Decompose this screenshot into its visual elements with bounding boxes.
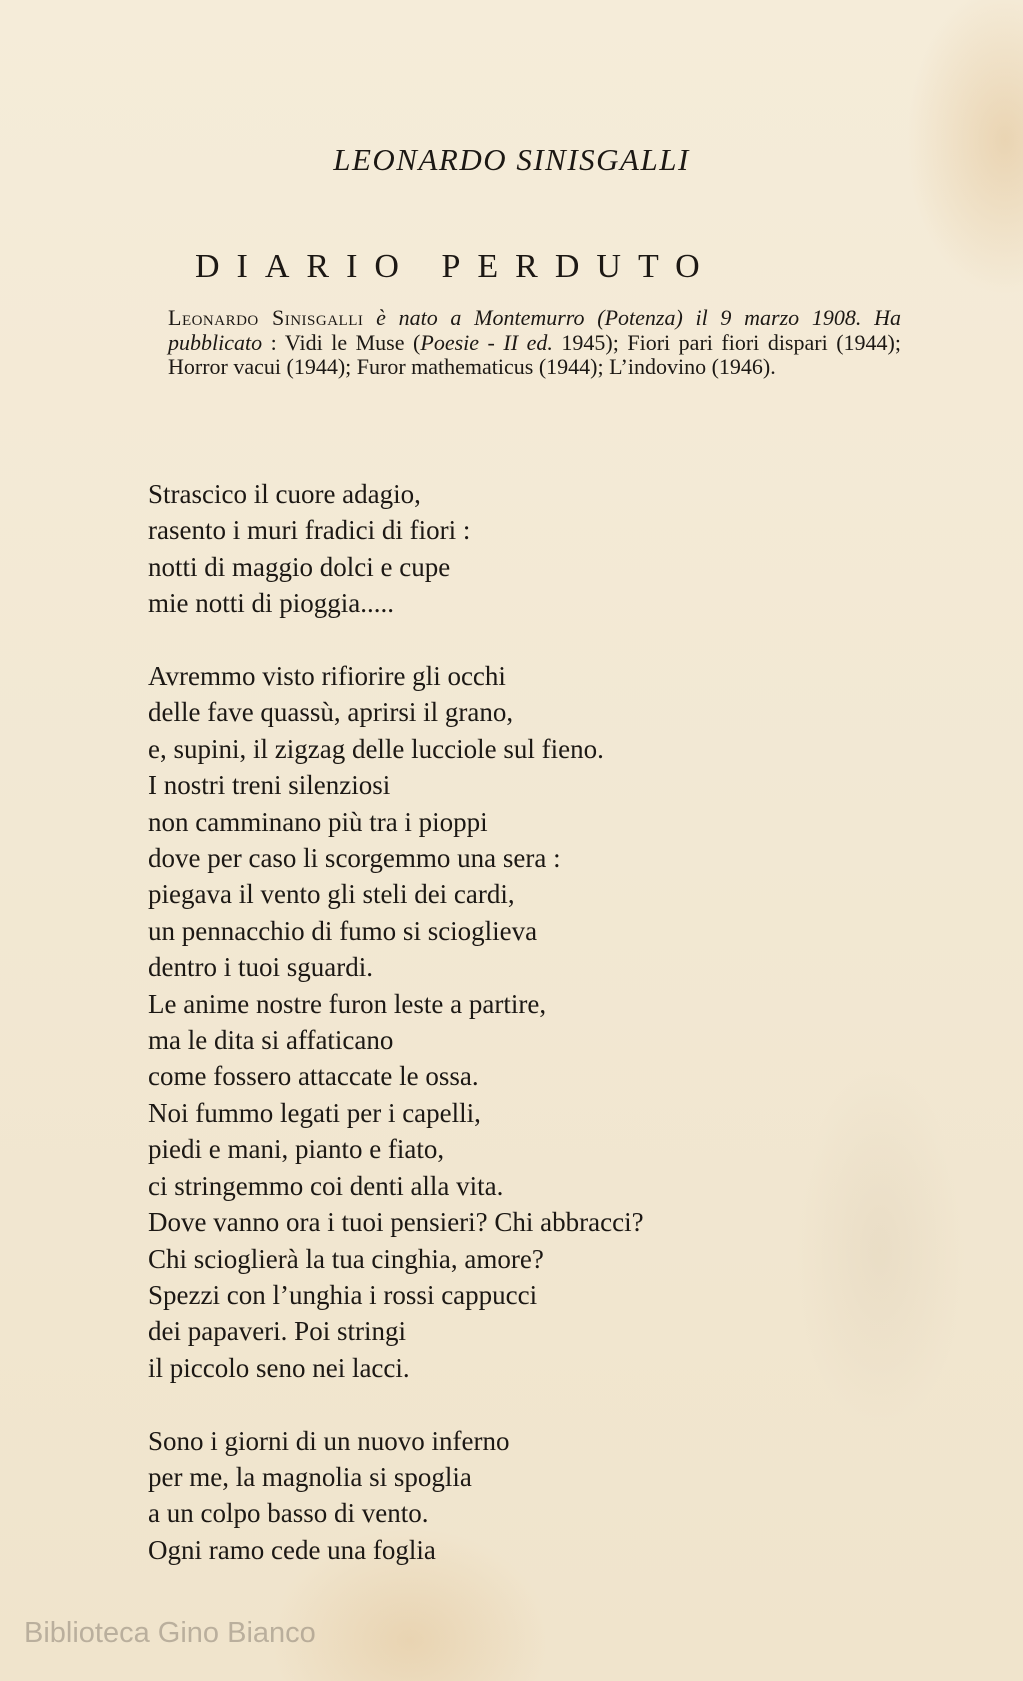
poem-stanza xyxy=(148,658,928,1386)
poem-line: Avremmo visto rifiorire gli occhi xyxy=(148,661,506,692)
author-bio: Leonardo Sinisgalli è nato a Montemurro (Potenza) il 9 marzo 1908. Ha pubblicato : Vidi le Muse (Poesie - II ed. 1945); Fiori pari fiori dispari (1944); Horror vacui (1944); Furor mathematicus (1944); L’indovino (1946). xyxy=(168,305,901,379)
poem-line: e, supini, il zigzag delle lucciole sul fieno. xyxy=(148,733,604,764)
poem-line: per me, la magnolia si spoglia xyxy=(148,1461,472,1492)
author-heading: LEONARDO SINISGALLI xyxy=(333,142,690,177)
poem-line: Ogni ramo cede una foglia xyxy=(148,1534,436,1565)
poem-line: non camminano più tra i pioppi xyxy=(148,806,488,837)
poem-line: I nostri treni silenziosi xyxy=(148,770,391,801)
poem-line: notti di maggio dolci e cupe xyxy=(148,551,451,582)
poem-line: mie notti di pioggia..... xyxy=(148,588,394,619)
poem-line: Chi scioglierà la tua cinghia, amore? xyxy=(148,1243,544,1274)
poem-line: Le anime nostre furon leste a partire, xyxy=(148,988,547,1019)
poem-line: un pennacchio di fumo si scioglieva xyxy=(148,915,538,946)
bio-name: Leonardo Sinisgalli xyxy=(168,305,364,330)
poem-line: rasento i muri fradici di fiori : xyxy=(148,515,471,546)
poem-line: Strascico il cuore adagio, xyxy=(148,479,421,509)
poem-line: dei papaveri. Poi stringi xyxy=(148,1316,406,1347)
poem-line: a un colpo basso di vento. xyxy=(148,1498,429,1529)
poem-body xyxy=(148,476,928,1605)
bio-works-2: 1945); Fiori pari fiori dispari (1944); Horror vacui (1944); Furor mathematicus (1944); L’indovino (1946). xyxy=(168,329,901,379)
poem-line: il piccolo seno nei lacci. xyxy=(148,1352,410,1383)
poem-line: delle fave quassù, aprirsi il grano, xyxy=(148,697,514,728)
poem-stanza xyxy=(148,1423,928,1569)
poem-stanza xyxy=(148,476,928,622)
poem-line: come fossero attaccate le ossa. xyxy=(148,1061,479,1092)
poem-line: Dove vanno ora i tuoi pensieri? Chi abbracci? xyxy=(148,1207,644,1238)
bio-works-note: Poesie - II ed. xyxy=(420,329,553,355)
poem-line: ci stringemmo coi denti alla vita. xyxy=(148,1170,504,1201)
bio-published-label: Ha pubblicato xyxy=(168,305,901,355)
library-watermark: Biblioteca Gino Bianco xyxy=(24,1617,316,1649)
bio-works-1: Vidi le Muse ( xyxy=(284,329,421,355)
poem-line: piegava il vento gli steli dei cardi, xyxy=(148,879,515,910)
poem-line: Sono i giorni di un nuovo inferno xyxy=(148,1425,510,1456)
poem-line: Noi fummo legati per i capelli, xyxy=(148,1097,481,1128)
bio-birth: è nato a Montemurro (Potenza) il 9 marzo 1908. xyxy=(376,305,862,330)
poem-line: piedi e mani, pianto e fiato, xyxy=(148,1134,445,1165)
poem-line: Spezzi con l’unghia i rossi cappucci xyxy=(148,1279,538,1310)
poem-title: DIARIO PERDUTO xyxy=(195,248,717,285)
poem-line: dentro i tuoi sguardi. xyxy=(148,952,373,983)
poem-line: ma le dita si affaticano xyxy=(148,1025,394,1056)
poem-line: dove per caso li scorgemmo una sera : xyxy=(148,843,561,874)
